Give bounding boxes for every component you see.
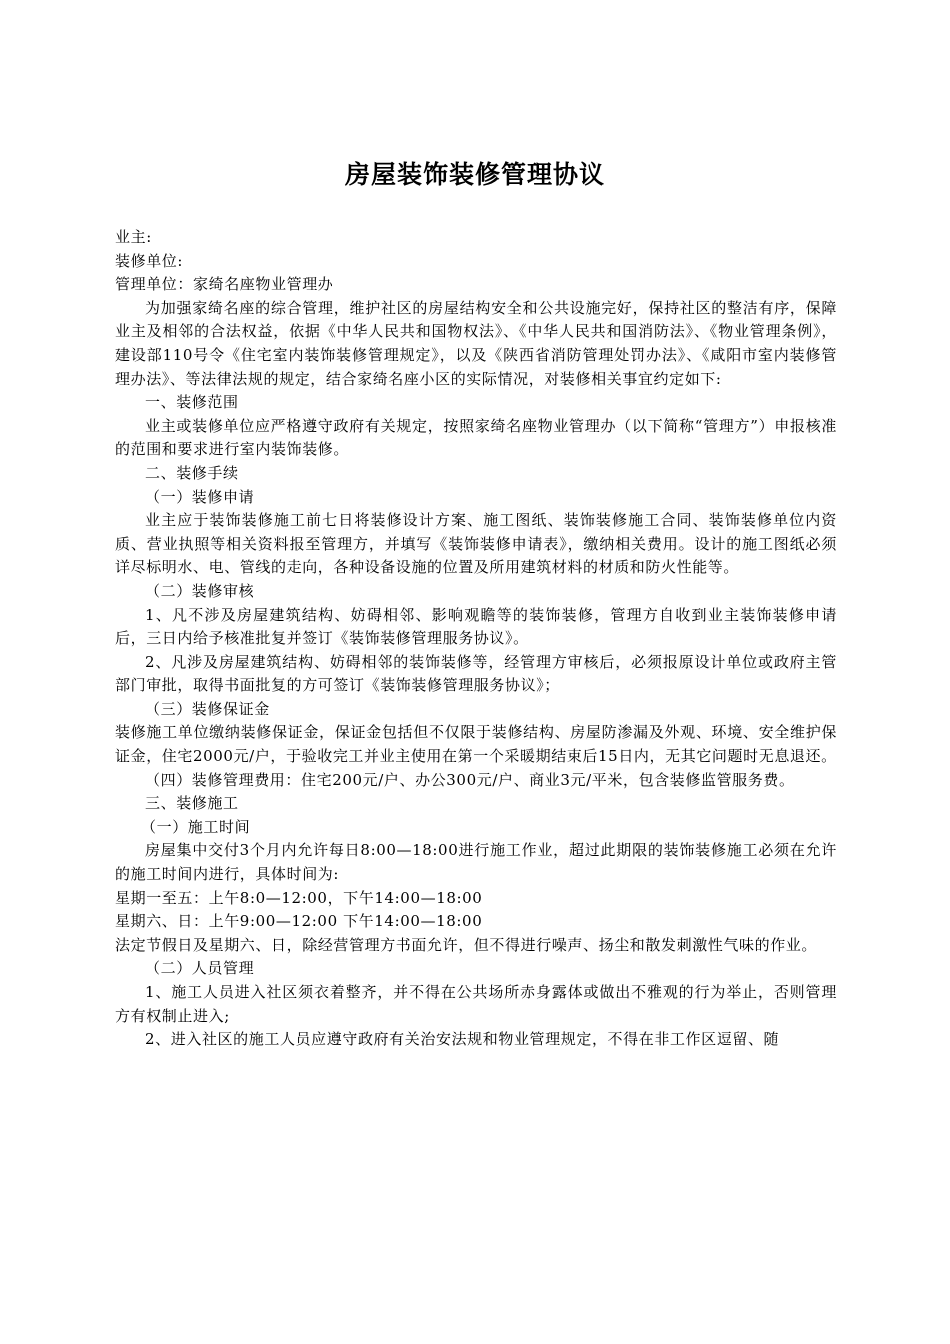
management-unit-line: 管理单位：家绮名座物业管理办 [115,275,334,294]
document-body [115,226,837,1052]
body-paragraph: 法定节假日及星期六、日，除经营管理方书面允许，但不得进行噪声、扬尘和散发刺激性气味的作业。 [115,935,818,954]
body-paragraph: 1、凡不涉及房屋建筑结构、妨碍相邻、影响观瞻等的装饰装修，管理方自收到业主装饰装修申请后，三日内给予核准批复并签订《装饰装修管理服务协议》。 [115,605,837,648]
body-paragraph: （四）装修管理费用：住宅200元/户、办公300元/户、商业3元/平米，包含装修监管服务费。 [145,770,795,789]
body-paragraph: 房屋集中交付3个月内允许每日8:00—18:00进行施工作业，超过此期限的装饰装修施工必须在允许的施工时间内进行，具体时间为: [115,841,837,884]
subsection-heading: （一）施工时间 [141,817,251,836]
section-heading: 二、装修手续 [145,463,239,482]
body-paragraph: 2、进入社区的施工人员应遵守政府有关治安法规和物业管理规定，不得在非工作区逗留、随 [145,1030,780,1049]
contractor-line: 装修单位: [115,251,184,270]
section-heading: 一、装修范围 [145,393,239,412]
body-paragraph: 装修施工单位缴纳装修保证金，保证金包括但不仅限于装修结构、房屋防渗漏及外观、环境、安全维护保证金，住宅2000元/户，于验收完工并业主使用在第一个采暖期结束后15日内，无其它问题时无息退还。 [115,723,837,766]
owner-line: 业主: [115,228,152,246]
body-paragraph: 业主应于装饰装修施工前七日将装修设计方案、施工图纸、装饰装修施工合同、装饰装修单位内资质、营业执照等相关资料报至管理方，并填写《装饰装修申请表》，缴纳相关费用。设计的施工图纸必须详尽标明水、电、管线的走向，各种设备设施的位置及所用建筑材料的材质和防火性能等。 [115,511,837,577]
subsection-heading: （三）装修保证金 [145,699,270,718]
preamble-paragraph: 为加强家绮名座的综合管理，维护社区的房屋结构安全和公共设施完好，保持社区的整洁有序，保障业主及相邻的合法权益，依据《中华人民共和国物权法》、《中华人民共和国消防法》、《物业管理条例》，建设部110号令《住宅室内装饰装修管理规定》，以及《陕西省消防管理处罚办法》、《咸阳市室内装修管理办法》、等法律法规的规定，结合家绮名座小区的实际情况，对装修相关事宜约定如下: [115,298,837,388]
body-paragraph: 1、施工人员进入社区须衣着整齐，并不得在公共场所赤身露体或做出不雅观的行为举止，否则管理方有权制止进入; [115,983,837,1025]
subsection-heading: （一）装修申请 [145,487,255,506]
schedule-line: 星期一至五：上午8:0—12:00，下午14:00—18:00 [115,888,483,907]
schedule-line: 星期六、日：上午9:00—12:00 下午14:00—18:00 [115,912,483,931]
subsection-heading: （二）装修审核 [145,581,255,600]
body-paragraph: 业主或装修单位应严格遵守政府有关规定，按照家绮名座物业管理办（以下简称“管理方”）申报核准的范围和要求进行室内装饰装修。 [115,416,837,459]
document-title: 房屋装饰装修管理协议 [344,160,605,189]
body-paragraph: 2、凡涉及房屋建筑结构、妨碍相邻的装饰装修等，经管理方审核后，必须报原设计单位或政府主管部门审批，取得书面批复的方可签订《装饰装修管理服务协议》； [115,652,837,695]
subsection-heading: （二）人员管理 [145,959,255,978]
section-heading: 三、装修施工 [145,794,239,813]
